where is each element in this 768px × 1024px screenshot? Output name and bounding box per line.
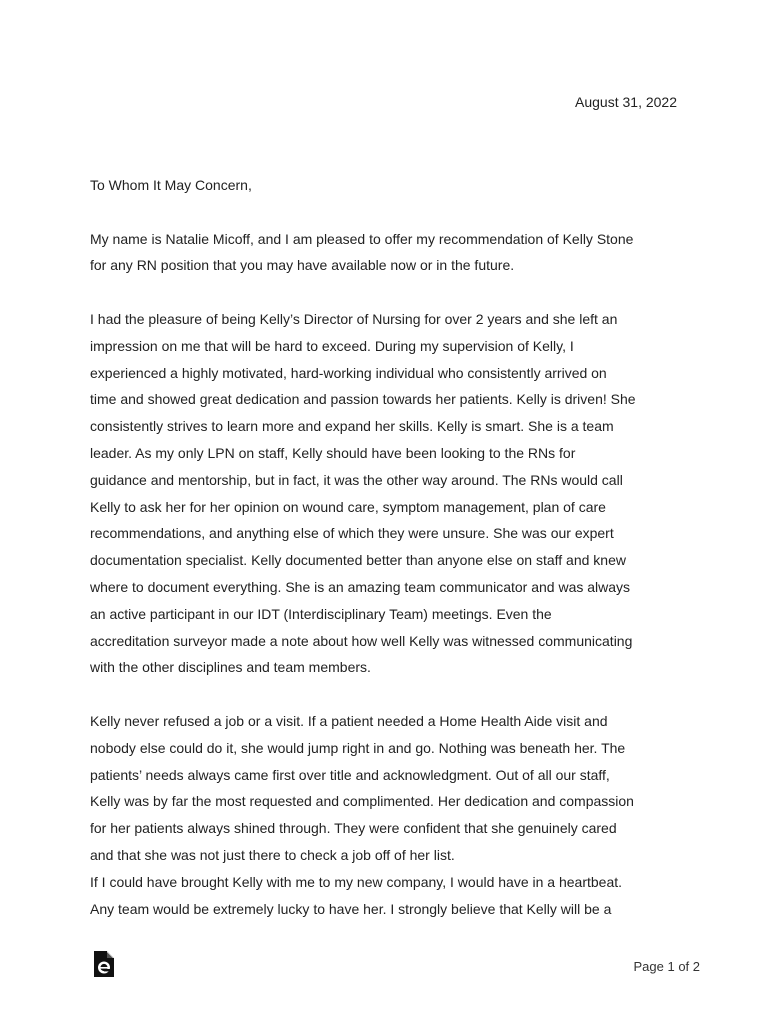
page-footer: [0, 950, 768, 982]
text-line: I had the pleasure of being Kelly’s Director of Nursing for over 2 years and she left an: [90, 310, 618, 327]
paragraph-work-ethic: [90, 708, 690, 869]
page-number: Page 1 of 2: [633, 959, 700, 974]
paragraph-introduction: [90, 226, 690, 280]
paragraph-experience: [90, 306, 690, 681]
text-line: If I could have brought Kelly with me to my new company, I would have in a heartbeat.: [90, 873, 623, 890]
letter-date: August 31, 2022: [575, 94, 677, 110]
text-line: consistently strives to learn more and expand her skills. Kelly is smart. She is a team: [90, 418, 614, 435]
text-line: Kelly never refused a job or a visit. If a patient needed a Home Health Aide visit and: [90, 712, 608, 729]
text-line: with the other disciplines and team members.: [90, 659, 371, 676]
salutation: To Whom It May Concern,: [90, 177, 252, 193]
text-line: leader. As my only LPN on staff, Kelly should have been looking to the RNs for: [90, 444, 576, 461]
text-line: experienced a highly motivated, hard-working individual who consistently arrived on: [90, 364, 607, 381]
text-line: an active participant in our IDT (Interdisciplinary Team) meetings. Even the: [90, 605, 552, 622]
text-line: nobody else could do it, she would jump right in and go. Nothing was beneath her. The: [90, 739, 626, 756]
text-line: time and showed great dedication and passion towards her patients. Kelly is driven! She: [90, 391, 636, 408]
text-line: Kelly was by far the most requested and complimented. Her dedication and compassion: [90, 793, 634, 810]
text-line: Any team would be extremely lucky to have her. I strongly believe that Kelly will be a: [90, 900, 612, 917]
text-line: My name is Natalie Micoff, and I am pleased to offer my recommendation of Kelly Stone: [90, 230, 634, 247]
text-line: impression on me that will be hard to exceed. During my supervision of Kelly, I: [90, 337, 574, 354]
text-line: Kelly to ask her for her opinion on wound care, symptom management, plan of care: [90, 498, 606, 515]
text-line: for her patients always shined through. They were confident that she genuinely cared: [90, 820, 617, 837]
text-line: for any RN position that you may have available now or in the future.: [90, 257, 515, 274]
text-line: recommendations, and anything else of which they were unsure. She was our expert: [90, 525, 614, 542]
text-line: patients’ needs always came first over title and acknowledgment. Out of all our staff,: [90, 766, 610, 783]
letter-body: [90, 172, 690, 922]
text-line: where to document everything. She is an amazing team communicator and was always: [90, 578, 631, 595]
text-line: accreditation surveyor made a note about how well Kelly was witnessed communicating: [90, 632, 633, 649]
text-line: guidance and mentorship, but in fact, it was the other way around. The RNs would call: [90, 471, 623, 488]
text-line: documentation specialist. Kelly documented better than anyone else on staff and knew: [90, 552, 626, 569]
paragraph-closing: [90, 869, 690, 923]
text-line: and that she was not just there to check a job off of her list.: [90, 846, 455, 863]
eforms-document-icon: [93, 950, 115, 978]
